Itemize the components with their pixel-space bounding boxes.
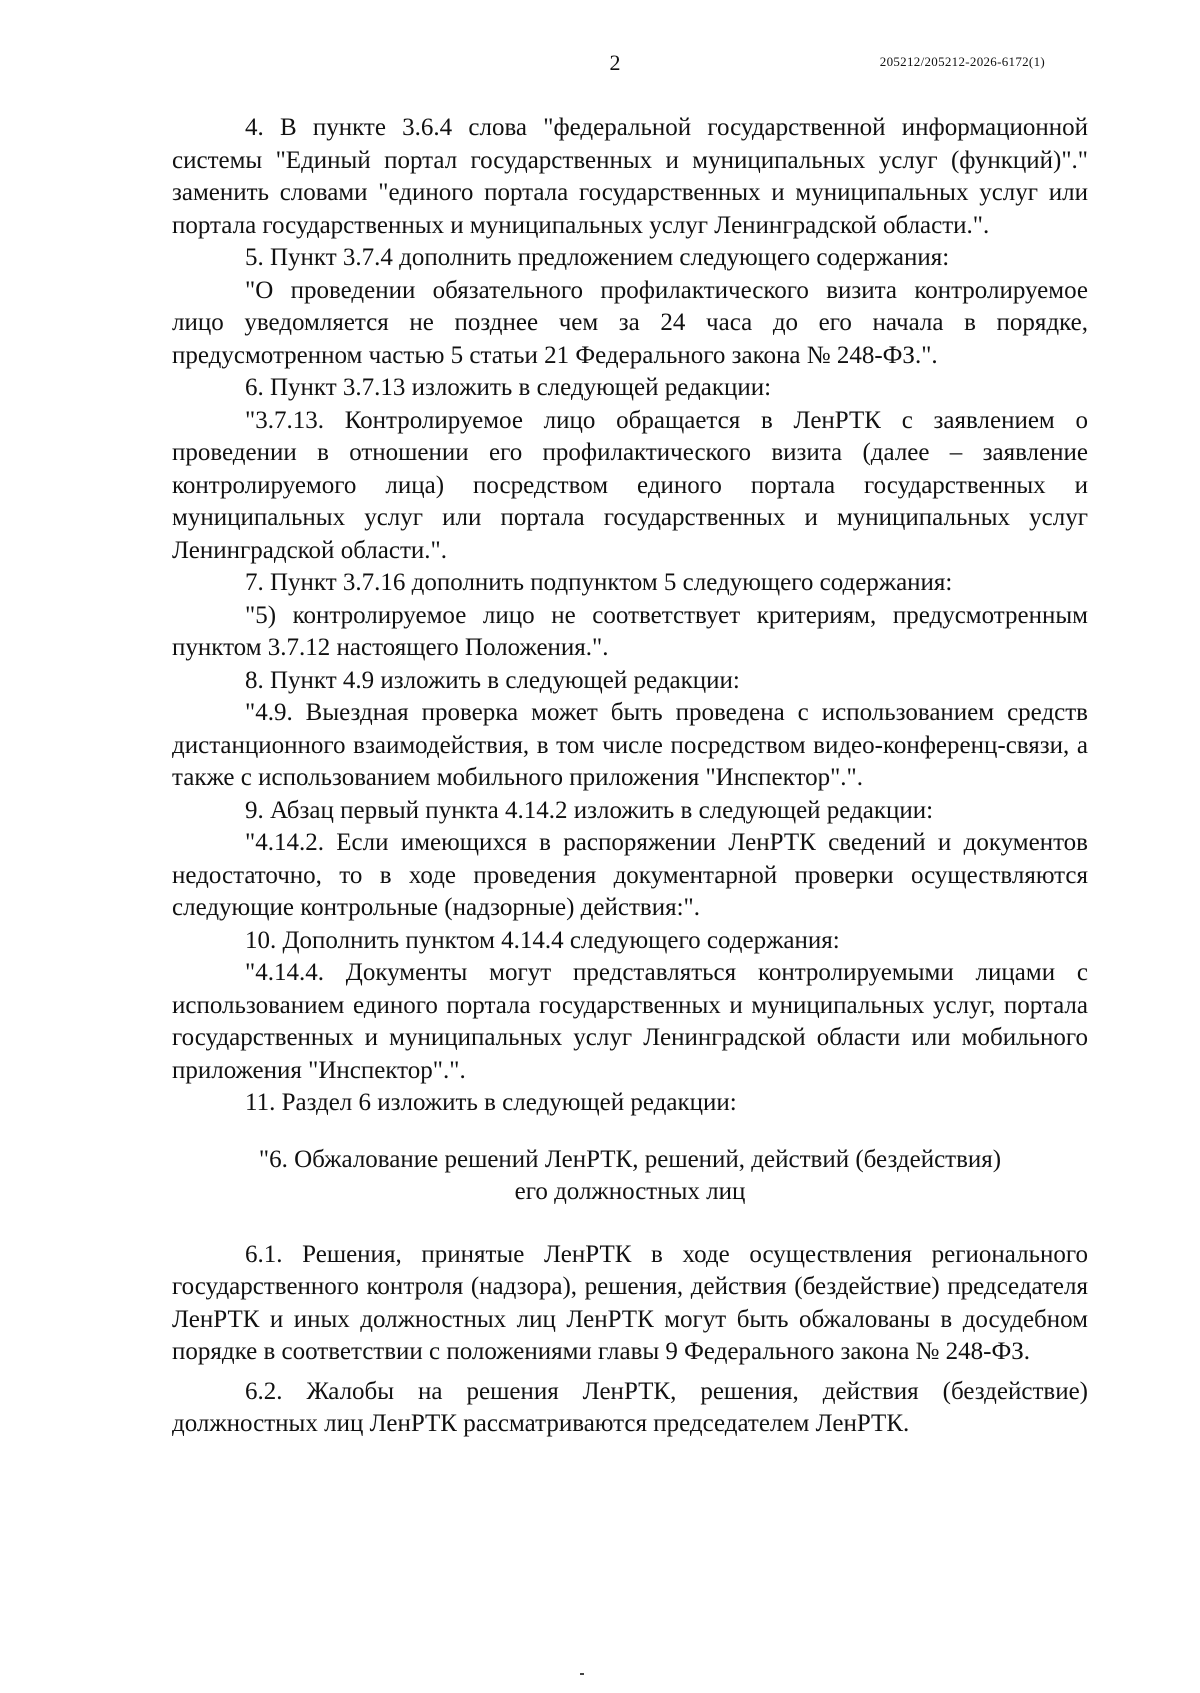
document-id: 205212/205212-2026-6172(1) [879,54,1045,69]
section-paragraph-6-2: 6.2. Жалобы на решения ЛенРТК, решения, действия (бездействие) должностных лиц ЛенРТК рассматриваются председателем ЛенРТК. [172,1377,1088,1437]
scan-speck [580,1673,584,1675]
amendment-item-10-quote: "4.14.4. Документы могут представляться контролируемыми лицами с использованием единого портала государственных и муниципальных услуг, портала государственных и муниципальных услуг Ленинградской области или мобильного приложения "Инспектор".". [172,959,1088,1084]
amendment-item-7: 7. Пункт 3.7.16 дополнить подпунктом 5 следующего содержания: [245,569,953,596]
amendment-item-5: 5. Пункт 3.7.4 дополнить предложением следующего содержания: [245,244,950,271]
amendment-item-6-quote: "3.7.13. Контролируемое лицо обращается в ЛенРТК с заявлением о проведении в отношении его профилактического визита (далее – заявление контролируемого лица) посредством единого портала государственных и муниципальных услуг или портала государственных и муниципальных услуг Ленинградской области.". [172,406,1088,564]
amendment-item-8-quote: "4.9. Выездная проверка может быть проведена с использованием средств дистанционного взаимодействия, в том числе посредством видео-конференц-связи, а также с использованием мобильного приложения "Инспектор".". [172,699,1088,791]
amendment-item-6: 6. Пункт 3.7.13 изложить в следующей редакции: [245,374,772,401]
amendment-item-10: 10. Дополнить пунктом 4.14.4 следующего содержания: [245,926,840,954]
amendment-item-5-quote: "О проведении обязательного профилактического визита контролируемое лицо уведомляется не позднее чем за 24 часа до его начала в порядке, предусмотренном частью 5 статьи 21 Федерального закона № 248-ФЗ.". [172,276,1088,369]
section-heading-line-2: его должностных лиц [514,1177,746,1205]
amendment-item-4: 4. В пункте 3.6.4 слова "федеральной государственной информационной системы "Единый портал государственных и муниципальных услуг (функций)"." заменить словами "единого портала государственных и муниципальных услуг или портала государственных и муниципальных услуг Ленинградской области.". [172,114,1088,239]
section-heading-line-1: "6. Обжалование решений ЛенРТК, решений, действий (бездействия) [258,1145,1002,1173]
amendment-item-9: 9. Абзац первый пункта 4.14.2 изложить в следующей редакции: [245,796,934,824]
amendment-item-7-quote: "5) контролируемое лицо не соответствует критериям, предусмотренным пунктом 3.7.12 настоящего Положения.". [172,601,1088,661]
amendment-item-9-quote: "4.14.2. Если имеющихся в распоряжении ЛенРТК сведений и документов недостаточно, то в ходе проведения документарной проверки осуществляются следующие контрольные (надзорные) действия:". [172,829,1088,921]
amendment-item-8: 8. Пункт 4.9 изложить в следующей редакции: [245,666,740,694]
page-number: 2 [609,50,621,75]
amendment-item-11: 11. Раздел 6 изложить в следующей редакции: [245,1089,737,1116]
section-paragraph-6-1: 6.1. Решения, принятые ЛенРТК в ходе осуществления регионального государственного контроля (надзора), решения, действия (бездействие) председателя ЛенРТК и иных должностных лиц ЛенРТК могут быть обжалованы в досудебном порядке в соответствии с положениями главы 9 Федерального закона № 248-ФЗ. [172,1240,1088,1365]
section-6-heading [172,1144,1088,1208]
document-body [172,112,1088,1441]
